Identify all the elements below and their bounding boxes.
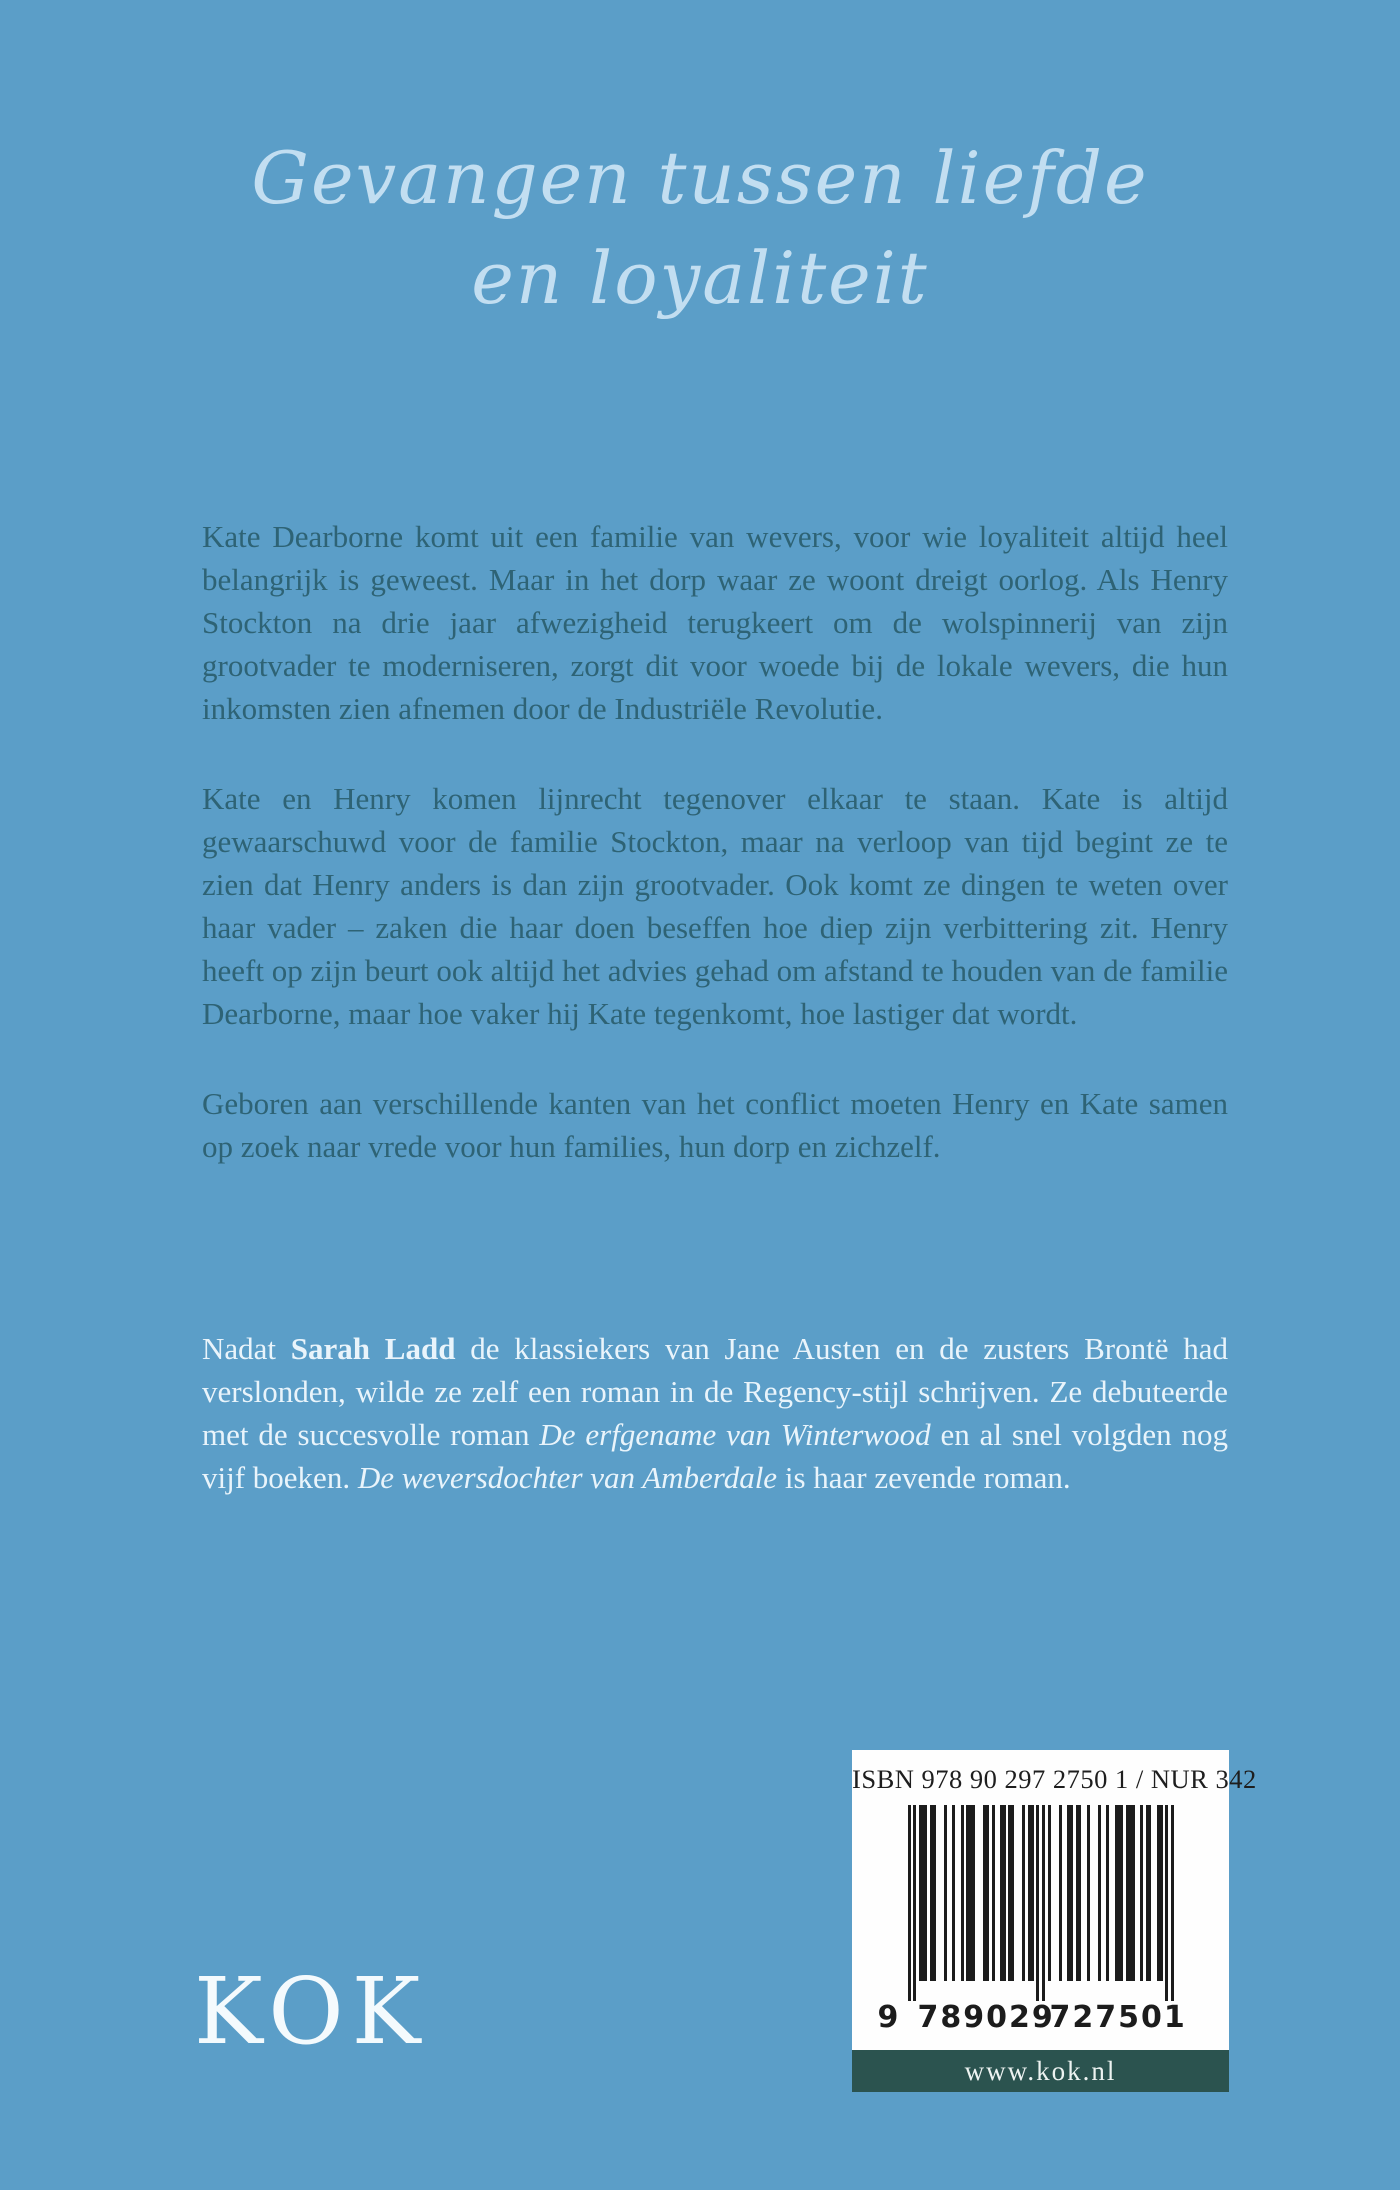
barcode-bar xyxy=(1171,1805,1174,2001)
publisher-website-band xyxy=(852,2050,1229,2092)
barcode-bar xyxy=(972,1805,975,1981)
barcode-digit-group-3: 727501 xyxy=(1049,2000,1187,2035)
barcode-bar xyxy=(992,1805,995,1981)
barcode-digit-group-2: 789029 xyxy=(917,2000,1055,2035)
publisher-website: www.kok.nl xyxy=(964,2055,1117,2086)
tagline-line-2: en loyaliteit xyxy=(471,236,929,320)
barcode-digits xyxy=(877,2000,1187,2035)
barcode-bar xyxy=(1078,1805,1081,1981)
barcode-bar xyxy=(1042,1805,1045,2001)
barcode-bar xyxy=(1059,1805,1062,1981)
barcode-bar xyxy=(1070,1805,1073,1981)
about-author-paragraph: Nadat Sarah Ladd de klassiekers van Jane Austen en de zusters Brontë had verslonden, wilde ze zelf een roman in de Regency-stijl schrijven. Ze debuteerde met de succesvolle roman De erfgename van Winterwood en al snel volgden nog vijf boeken. De weversdochter van Amberdale is haar zevende roman. xyxy=(202,1331,1228,1495)
barcode-bar xyxy=(1048,1805,1051,1981)
synopsis-paragraph-3: Geboren aan verschillende kanten van het conflict moeten Henry en Kate samen op zoek naar vrede voor hun families, hun dorp en zichzelf. xyxy=(202,1086,1228,1164)
barcode-bar xyxy=(1036,1805,1039,2001)
barcode-bar xyxy=(1031,1805,1034,1981)
synopsis-paragraph-2: Kate en Henry komen lijnrecht tegenover elkaar te staan. Kate is altijd gewaarschuwd voor de familie Stockton, maar na verloop van tijd begint ze te zien dat Henry anders is dan zijn grootvader. Ook komt ze dingen te weten over haar vader – zaken die haar doen beseffen hoe diep zijn verbittering zit. Henry heeft op zijn beurt ook altijd het advies gehad om afstand te houden van de familie Dearborne, maar hoe vaker hij Kate tegenkomt, hoe lastiger dat wordt. xyxy=(202,781,1228,1031)
barcode-bar xyxy=(908,1805,911,2001)
barcode-bar xyxy=(1011,1805,1014,1981)
book-tagline xyxy=(0,128,1400,328)
barcode-bar xyxy=(1022,1805,1025,1981)
isbn-barcode-box xyxy=(852,1750,1257,2050)
barcode-bar xyxy=(944,1805,947,1981)
synopsis-paragraph-1: Kate Dearborne komt uit een familie van wevers, voor wie loyaliteit altijd heel belangrijk is geweest. Maar in het dorp waar ze woont dreigt oorlog. Als Henry Stockton na drie jaar afwezigheid terugkeert om de wolspinnerij van zijn grootvader te moderniseren, zorgt dit voor woede bij de lokale wevers, die hun inkomsten zien afnemen door de Industriële Revolutie. xyxy=(202,519,1228,726)
barcode-bar xyxy=(924,1805,927,1981)
barcode-digit-group-1: 9 xyxy=(877,2000,899,2035)
barcode-bar xyxy=(933,1805,936,1981)
barcode-bar xyxy=(1120,1805,1123,1981)
barcode-bar xyxy=(1148,1805,1151,1981)
barcode-bar xyxy=(1106,1805,1109,1981)
barcode-bar xyxy=(1098,1805,1101,1981)
barcode-bar xyxy=(1087,1805,1090,1981)
barcode-bar xyxy=(1140,1805,1143,1981)
ean13-barcode xyxy=(877,1805,1187,2037)
barcode-bar xyxy=(913,1805,916,2001)
tagline-line-1: Gevangen tussen liefde xyxy=(251,136,1149,220)
barcode-bar xyxy=(986,1805,989,1981)
barcode-bar xyxy=(952,1805,955,1981)
barcode-bar xyxy=(1160,1805,1163,1981)
barcode-bar xyxy=(961,1805,964,1981)
barcode-bar xyxy=(1003,1805,1006,1981)
synopsis xyxy=(202,515,1228,1215)
barcode-bar xyxy=(1132,1805,1135,1981)
isbn-label: ISBN 978 90 297 2750 1 / NUR 342 xyxy=(852,1764,1257,1794)
barcode-bar xyxy=(1165,1805,1168,2001)
publisher-logo: KOK xyxy=(194,1958,429,2065)
